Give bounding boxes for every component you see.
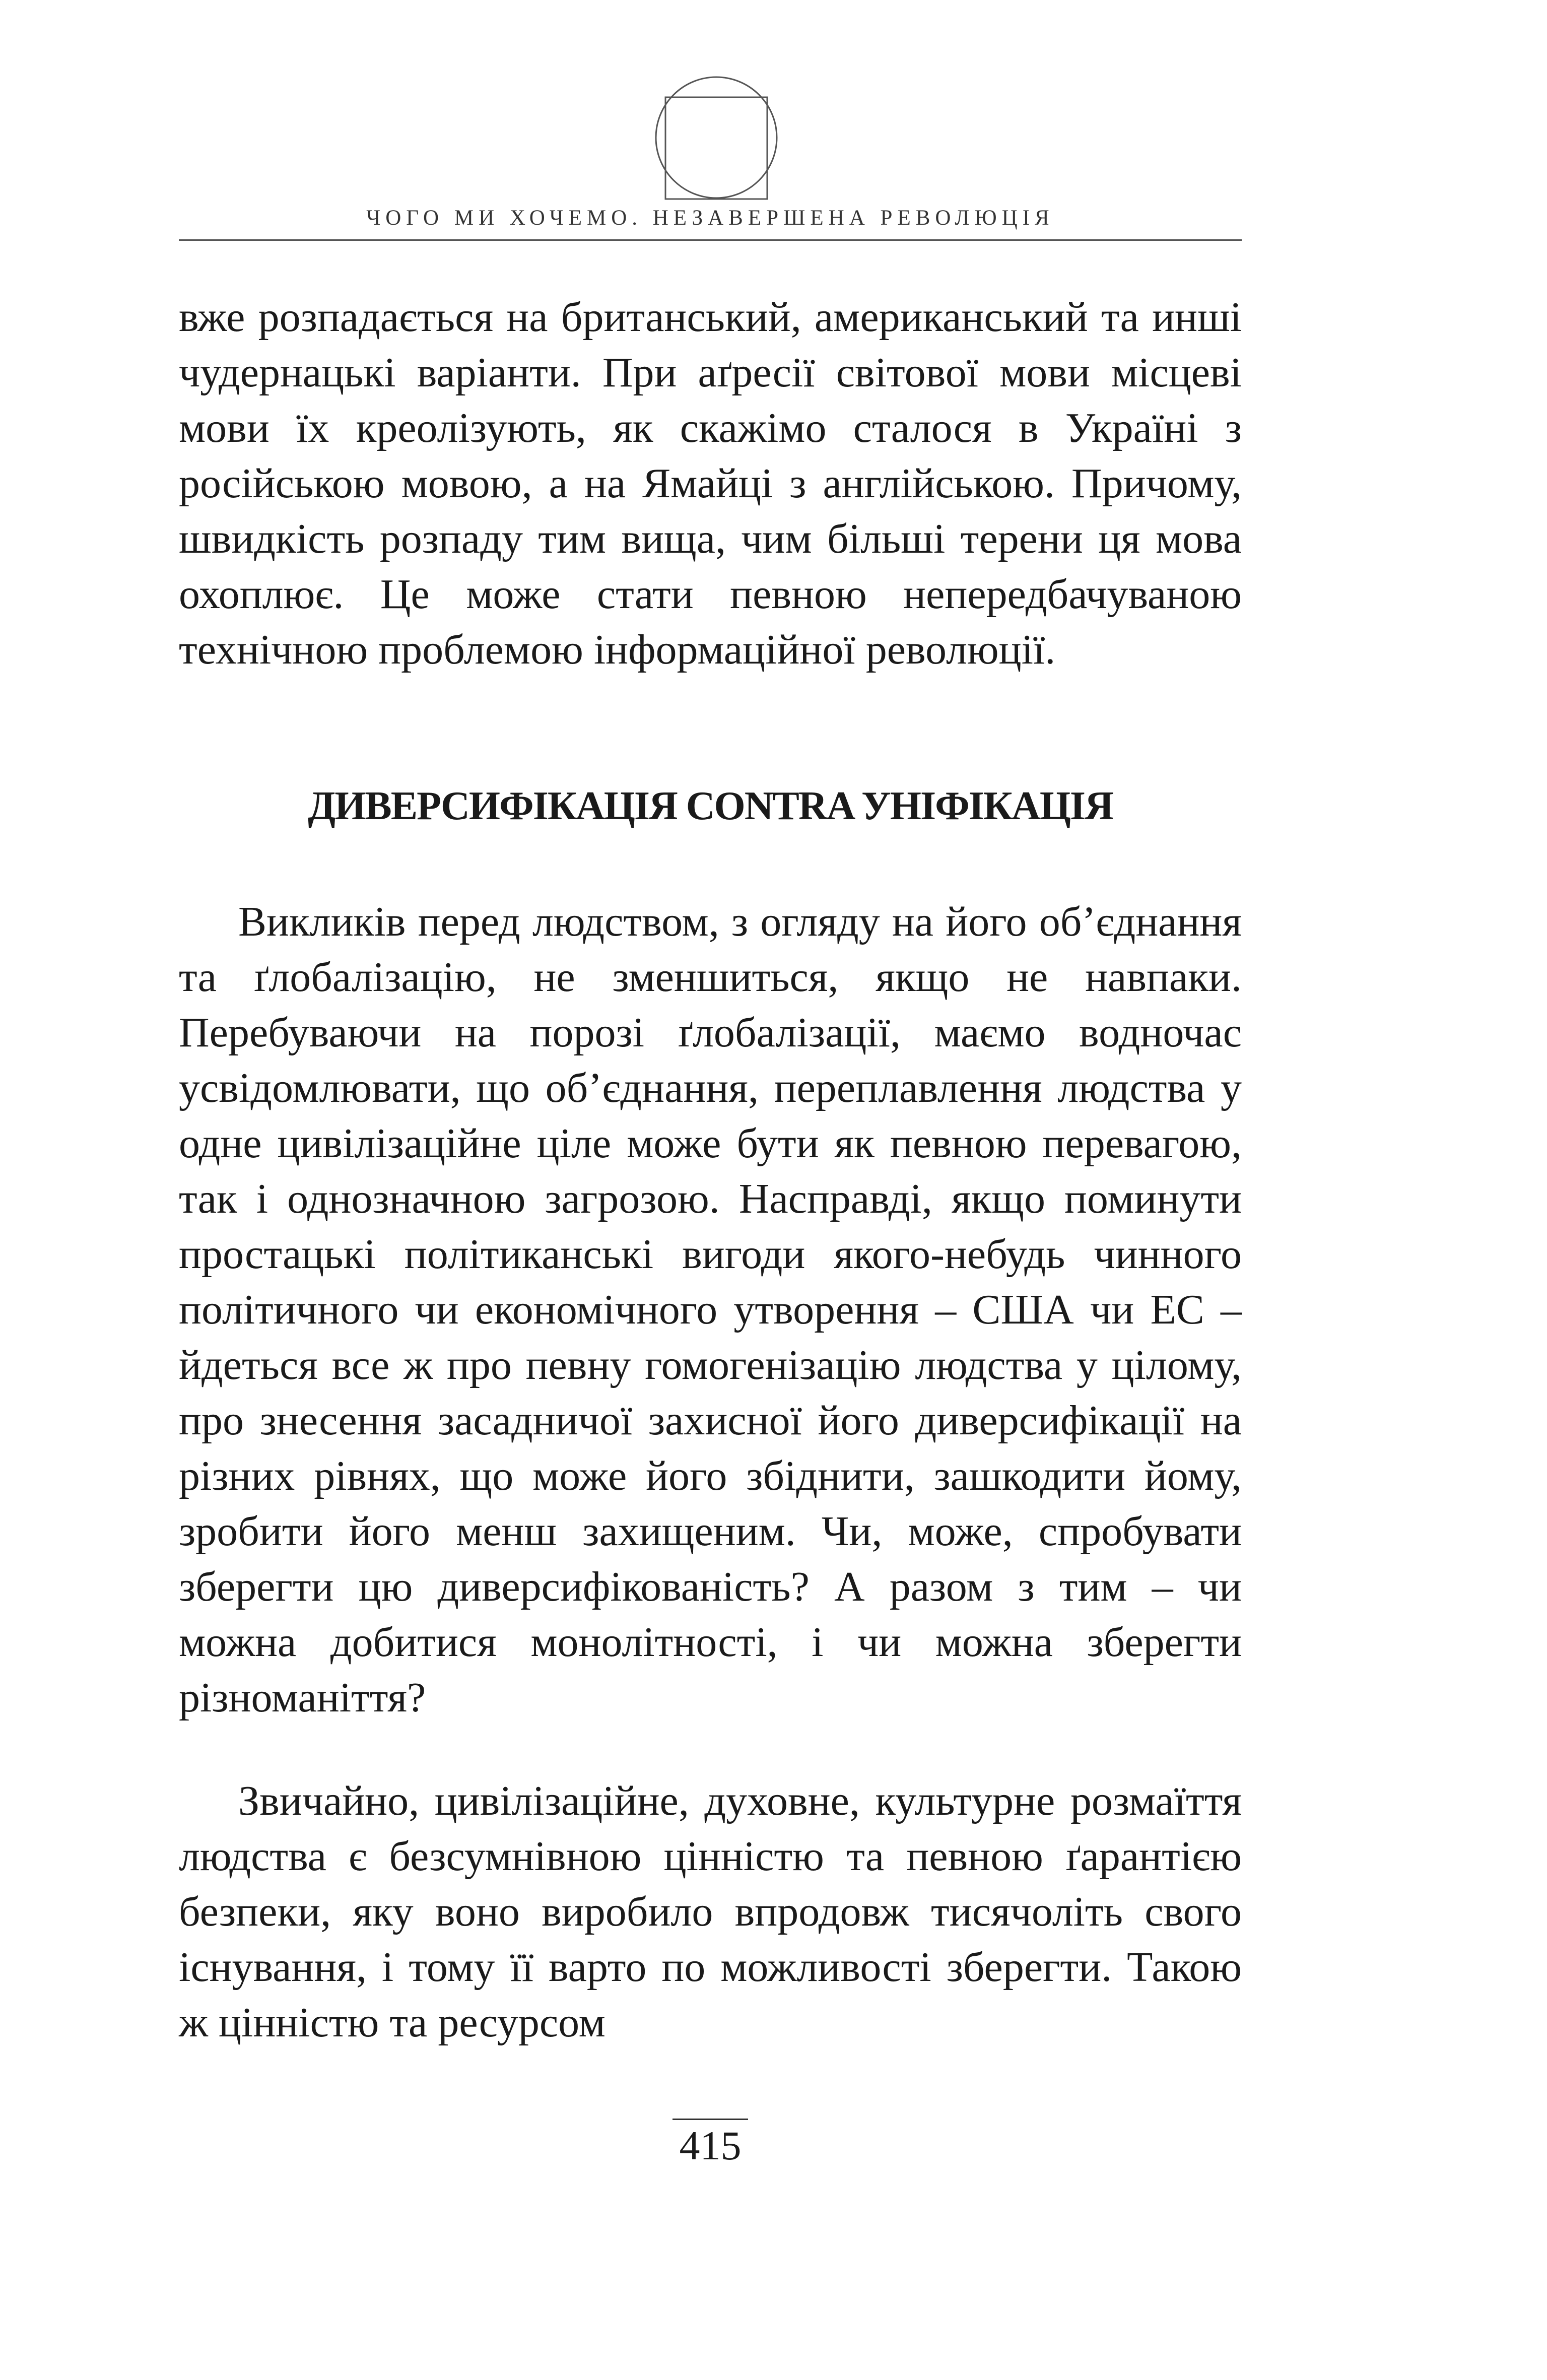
section-paragraph-2: Звичайно, цивілізаційне, духовне, культурне розмаїття людства є безсумнівною цінністю та певною ґарантією безпеки, яку воно виробило впродовж тисячоліть свого існування, і тому її варто по можливості зберегти. Такою ж цінністю та ресурсом bbox=[179, 1777, 1242, 2046]
running-head: ЧОГО МИ ХОЧЕМО. НЕЗАВЕРШЕНА РЕВОЛЮЦІЯ bbox=[366, 206, 1054, 230]
header-rule bbox=[179, 239, 1242, 241]
section-paragraph-1: Викликів перед людством, з огляду на його об’єднання та ґлобалізацію, не зменшиться, якщо не навпаки. Перебуваючи на порозі ґлобалізації, маємо водночас усвідомлювати, що об’єднання, переплавлення людства у одне цивілізаційне ціле може бути як певною перевагою, так і однозначною загрозою. Насправді, якщо поминути простацькі політиканські вигоди якого-небудь чинного політичного чи економічного утворення – США чи ЕС –йдеться все ж про певну гомогенізацію людства у цілому, про знесення засадничої захисної його диверсифікації на різних рівнях, що може його збіднити, зашкодити йому, зробити його менш захищеним. Чи, може, спробувати зберегти цю диверсифікованість? А разом з тим – чи можна добитися монолітності, і чи можна зберегти різноманіття? bbox=[179, 898, 1242, 1721]
paragraph-continued: вже розпадається на британський, американський та инші чудернацькі варіанти. При аґресії світової мови місцеві мови їх креолізують, як скажімо сталося в Україні з російською мовою, а на Ямайці з англійською. Причому, швидкість розпаду тим вища, чим більші терени ця мова охоплює. Це може стати певною непередбачуваною технічною проблемою інформаційної революції. bbox=[179, 294, 1242, 673]
page-number: 415 bbox=[672, 2119, 748, 2169]
circle-square-emblem-icon bbox=[653, 75, 779, 201]
section-heading: ДИВЕРСИФІКАЦІЯ CONTRA УНІФІКАЦІЯ bbox=[308, 784, 1113, 828]
